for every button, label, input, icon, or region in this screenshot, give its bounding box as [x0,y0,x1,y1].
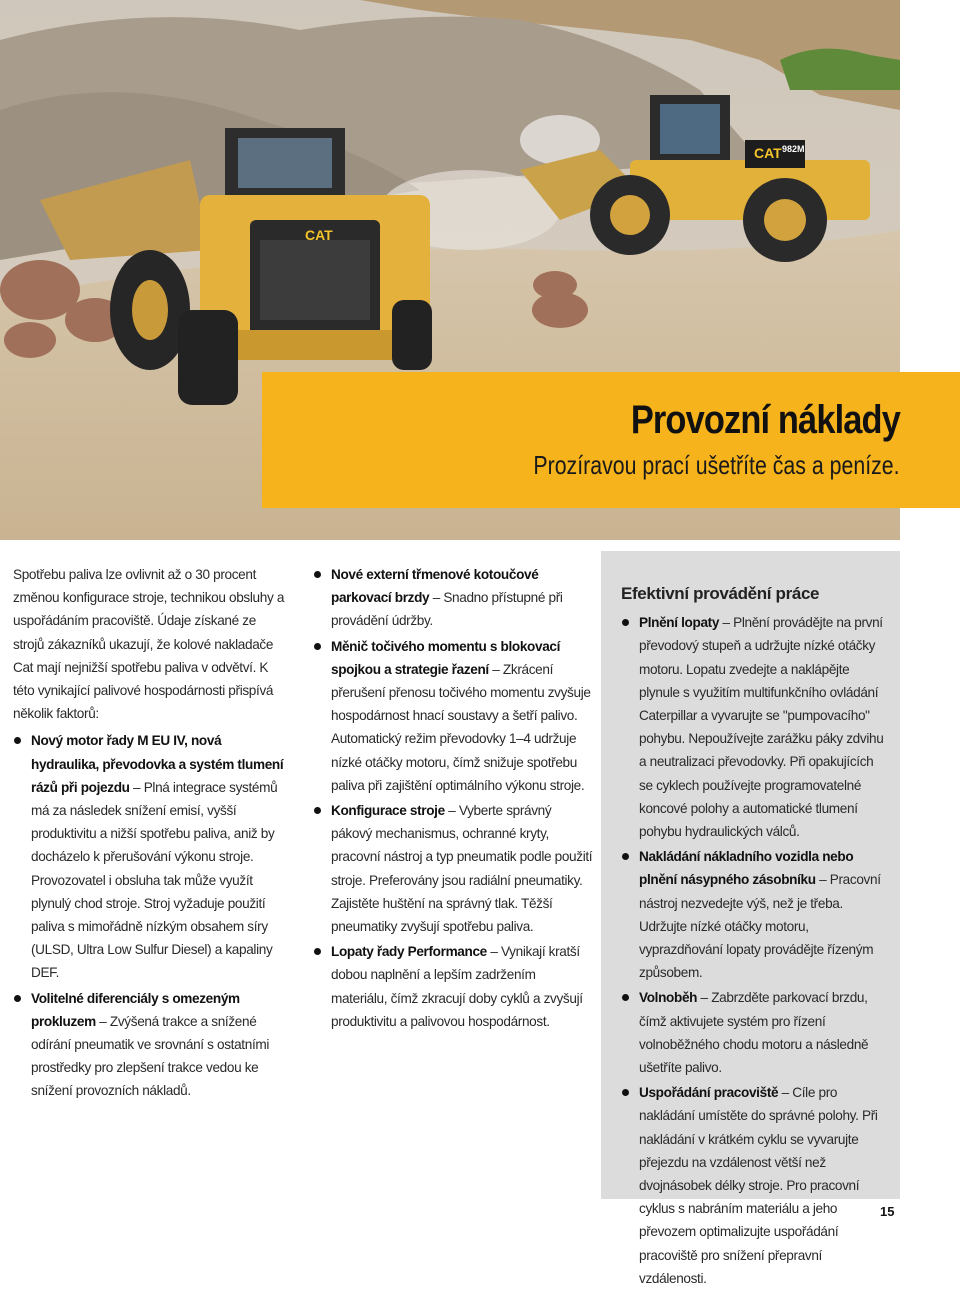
factor-list-1 [13,729,288,1102]
column-1 [13,563,288,1105]
item-text: – Vynikají kratší dobou naplnění a lepším zadržením materiálu, čímž zkracují doby cyklů a zvyšují produktivitu a palivovou hospodárnost. [331,944,583,1029]
item-title: Měnič točivého momentu s blokovací spojkou a strategie řazení [331,638,561,677]
page-subtitle: Prozíravou prací ušetříte čas a peníze. [533,450,900,480]
list-item [313,799,595,938]
list-item [13,987,288,1103]
list-item [313,563,595,633]
list-item [313,635,595,797]
item-title: Volnoběh [639,990,698,1006]
intro-paragraph: Spotřebu paliva lze ovlivnit až o 30 procent změnou konfigurace stroje, technikou obsluhy a uspořádáním pracoviště. Údaje získané ze strojů zákazníků ukazují, že kolové nakladače Cat mají nejnižší spotřebu paliva v odvětví. K této vynikající palivové hospodárnosti přispívá několik faktorů: [13,567,285,722]
item-title: Uspořádání pracoviště [639,1085,779,1101]
column-2 [313,563,595,1035]
page-title: Provozní náklady [630,398,900,442]
item-title: Lopaty řady Performance [331,944,487,960]
item-title: Volitelné diferenciály s omezeným prokluzem [31,990,240,1029]
list-item [621,1081,886,1290]
list-item [13,729,288,984]
cat-badge-left: CAT [305,227,333,243]
cat-badge-right: CAT [754,145,782,161]
item-text: – Snadno přístupné při provádění údržby. [331,590,563,629]
page-number: 15 [880,1204,895,1219]
item-text: – Vyberte správný pákový mechanismus, ochranné kryty, pracovní nástroj a typ pneumatik podle použití stroje. Preferovány jsou radiální pneumatiky. Zajistěte huštění na správný tlak. Těžší pneumatiky zvyšují spotřebu paliva. [331,803,593,935]
model-label: 982M [782,144,805,154]
item-text: – Plnění provádějte na první převodový stupeň a udržujte nízké otáčky motoru. Lopatu zvedejte a naklápějte plynule s využitím multifunkčního ovládání Caterpillar a vyvarujte se "pumpovacího" pohybu. Nepoužívejte zarážku páky zdvihu a neutralizaci převodovky. Při opakujících se cyklech používejte programovatelné koncové polohy a automatické tlumení pohybu hydraulických válců. [639,615,884,840]
item-text: – Plná integrace systémů má za následek snížení emisí, vyšší produktivitu a nižší spotřebu paliva, aniž by docházelo k přerušování výkonu stroje. Provozovatel i obsluha tak může využít plynulý chod stroje. Stroj vyžaduje použití paliva s mimořádně nízkým obsahem síry (ULSD, Ultra Low Sulfur Diesel) a kapaliny DEF. [31,779,278,981]
item-title: Nakládání nákladního vozidla nebo plnění násypného zásobníku [639,849,854,888]
sidebar-list [621,611,886,1290]
list-item [621,986,886,1079]
item-text: – Pracovní nástroj nezvedejte výš, než je třeba. Udržujte nízké otáčky motoru, vyprazdňování lopaty provádějte řízeným způsobem. [639,872,881,981]
item-text: – Zvýšená trakce a snížené odírání pneumatik ve srovnání s ostatními prostředky pro zlepšení trakce vedou ke snížení provozních nákladů. [31,1013,270,1099]
list-item [621,611,886,843]
list-item [621,845,886,984]
item-title: Nový motor řady M EU IV, nová hydraulika, převodovka a systém tlumení rázů při pojezdu [31,733,284,795]
sidebar-title: Efektivní provádění práce [621,584,820,603]
item-text: – Zkrácení přerušení přenosu točivého momentu zvyšuje hospodárnost hnací soustavy a šetří palivo. Automatický režim převodovky 1–4 udržuje nízké otáčky motoru, čímž snižuje spotřebu paliva při zajištění optimálního výkonu stroje. [331,661,591,793]
item-title: Nové externí třmenové kotoučové parkovací brzdy [331,567,539,606]
list-item [313,940,595,1033]
item-text: – Cíle pro nakládání umístěte do správné polohy. Při nakládání v krátkém cyklu se vyvarujte přejezdu na vzdálenost větší než dvojnásobek délky stroje. Pro pracovní cyklus s nabráním materiálu a jeho převozem optimalizujte uspořádání pracoviště pro snížení přepravní vzdálenosti. [639,1085,878,1286]
title-banner [262,372,960,508]
factor-list-2 [313,563,595,1033]
item-title: Plnění lopaty [639,615,720,631]
sidebar-content [621,582,886,1292]
item-text: – Zabrzděte parkovací brzdu, čímž aktivujete systém pro řízení volnoběžného chodu motoru a následně ušetříte palivo. [639,990,869,1076]
item-title: Konfigurace stroje [331,803,445,819]
